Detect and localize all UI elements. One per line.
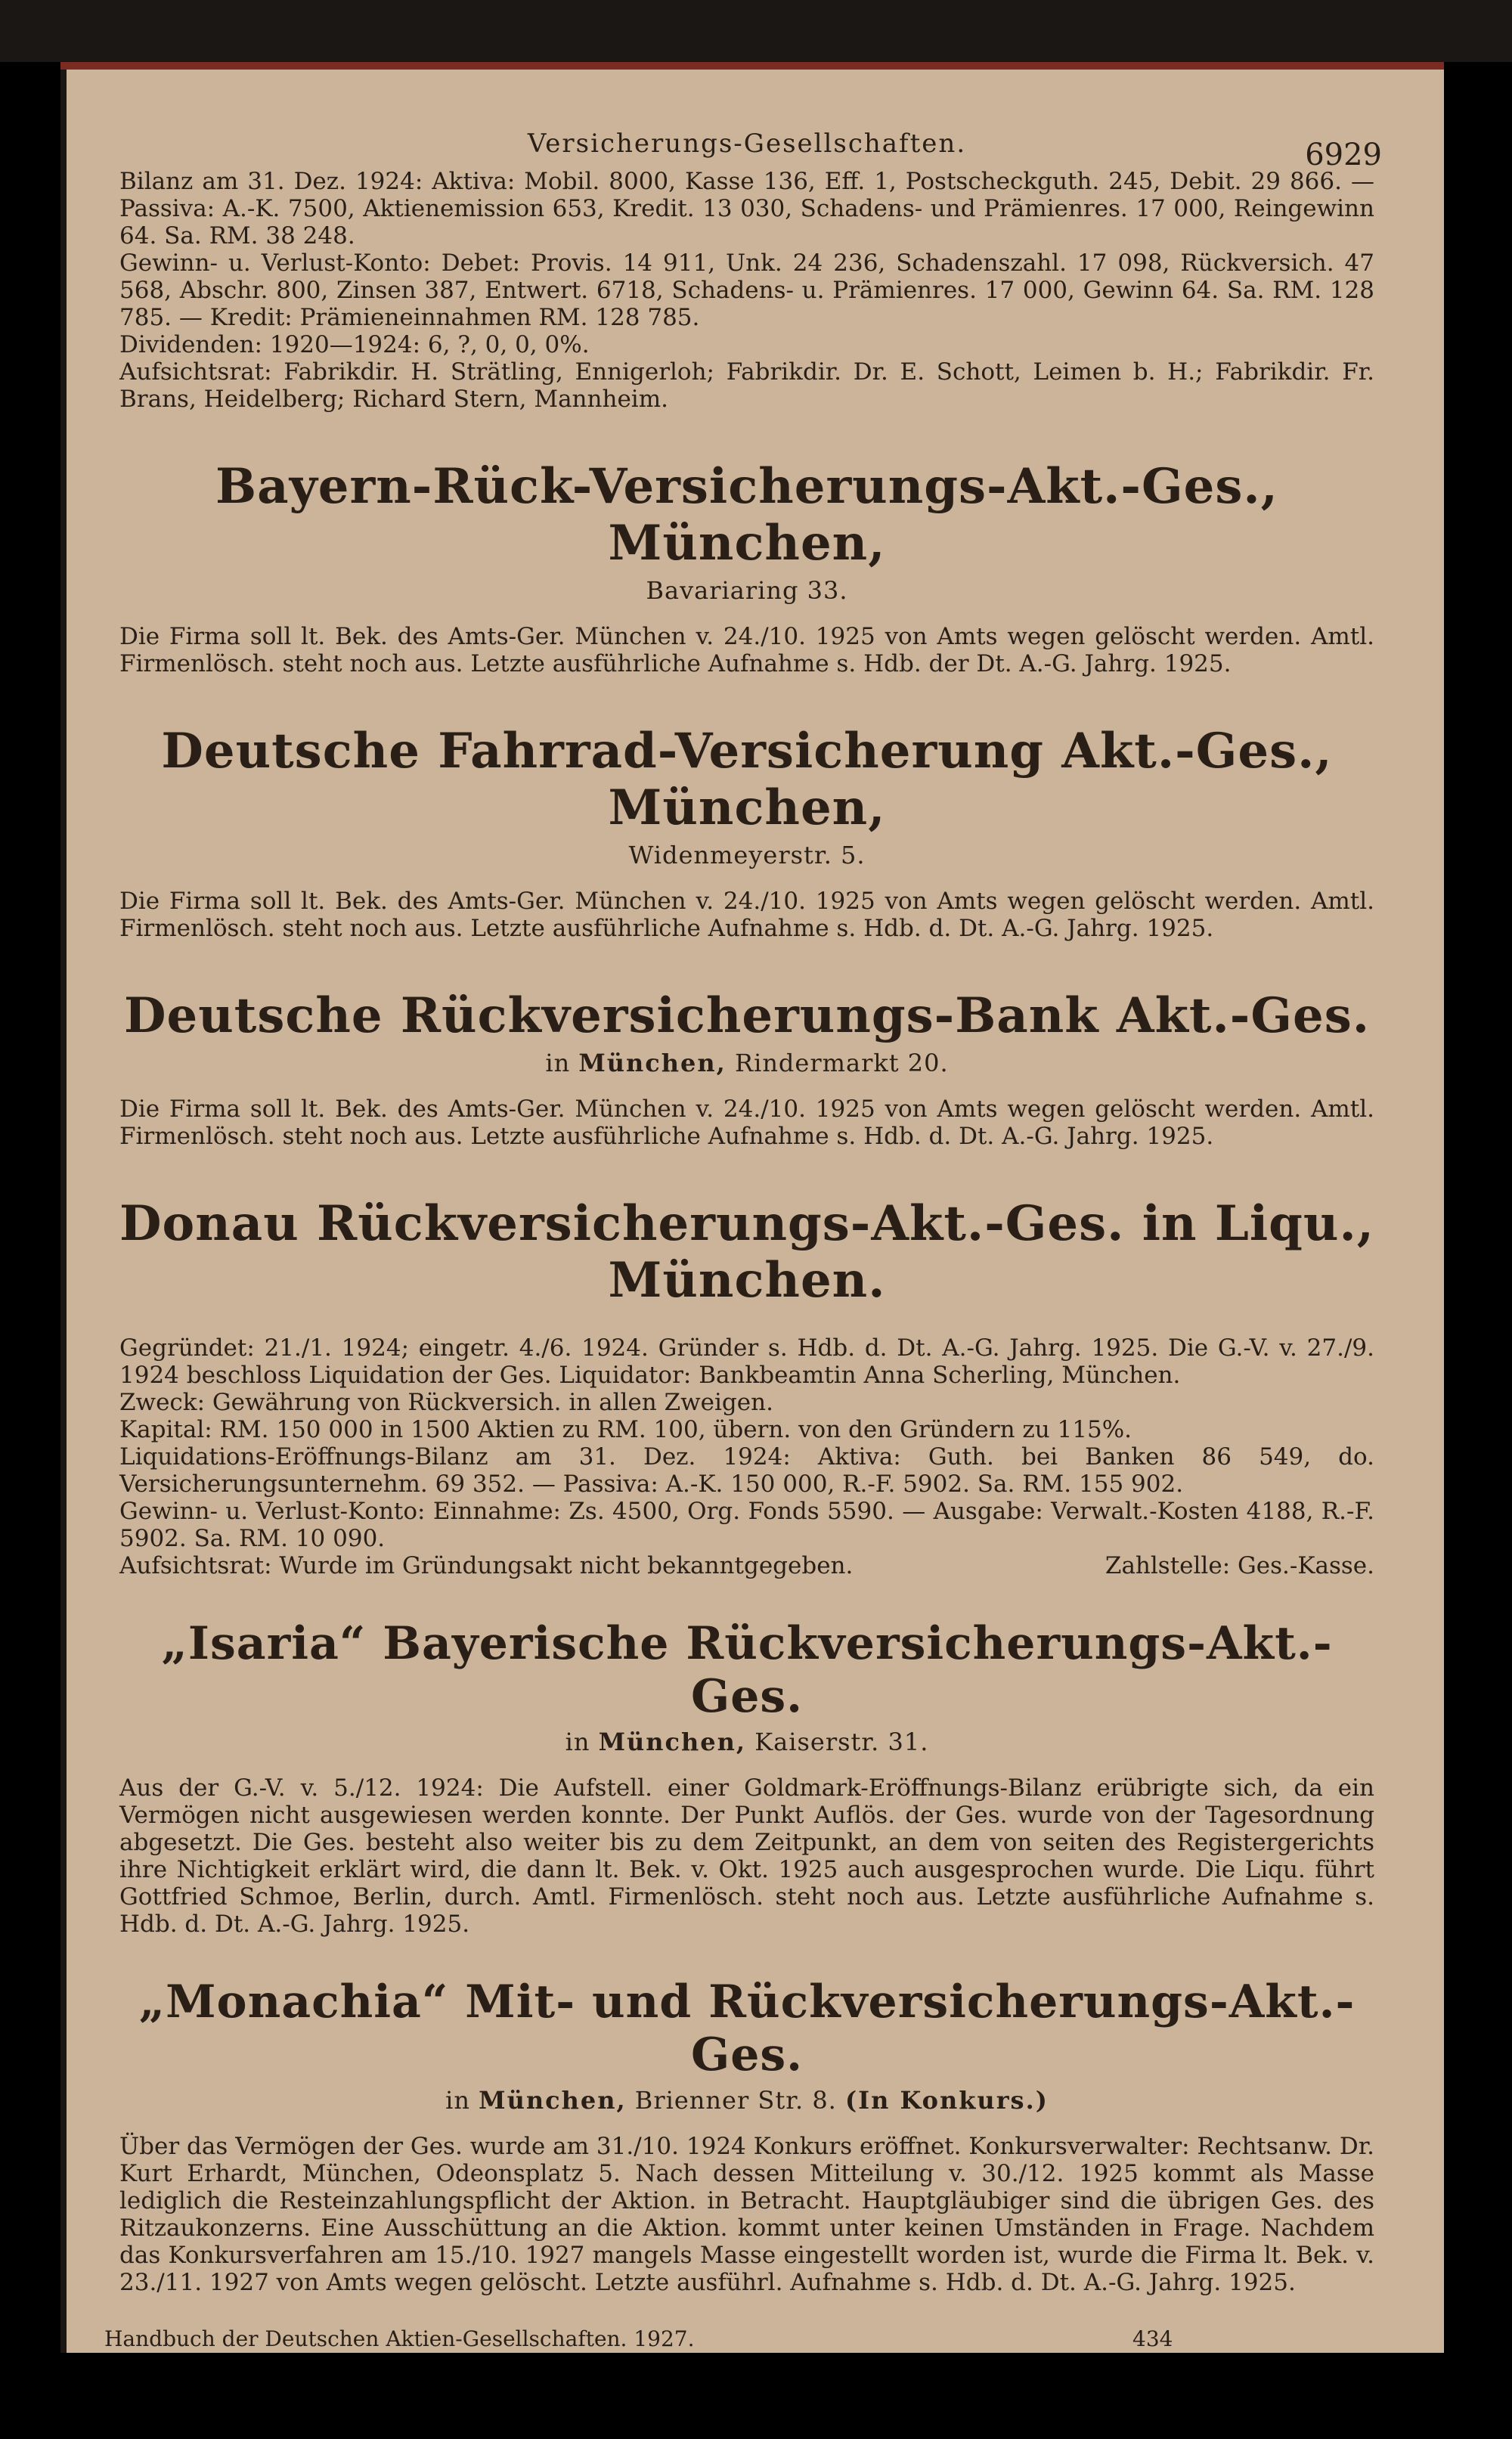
paragraph: Aus der G.-V. v. 5./12. 1924: Die Aufstell. einer Goldmark-Eröffnungs-Bilanz erübrigte sich, da ein Vermögen nicht ausgewiesen werden konnte. Der Punkt Auflös. der Ges. wurde von der Tagesordnung abgesetzt. Die Ges. besteht also weiter bis zu dem Zeitpunkt, an dem von seiten des Registergerichts ihre Nichtigkeit erklärt wird, die dann lt. Bek. v. Okt. 1925 auch ausgesprochen wurde. Die Liqu. führt Gottfried Schmoe, Berlin, durch. Amtl. Firmenlösch. steht noch aus. Letzte ausführliche Aufnahme s. Hdb. d. Dt. A.-G. Jahrg. 1925.: [119, 1774, 1374, 1938]
paragraph: Die Firma soll lt. Bek. des Amts-Ger. München v. 24./10. 1925 von Amts wegen gelöscht werden. Amtl. Firmenlösch. steht noch aus. Letzte ausführliche Aufnahme s. Hdb. d. Dt. A.-G. Jahrg. 1925.: [119, 1096, 1374, 1150]
entry-title-rueckbank: Deutsche Rückversicherungs-Bank Akt.-Ges.: [124, 987, 1370, 1044]
entry-text-donau: [119, 1334, 1374, 1579]
footer-source: Handbuch der Deutschen Aktien-Gesellschaften. 1927.: [104, 2326, 695, 2351]
entry-address-monachia: [119, 2086, 1374, 2115]
running-title: Versicherungs-Gesellschaften.: [527, 129, 967, 159]
bilanz-text: Bilanz am 31. Dez. 1924: Aktiva: Mobil. 8000, Kasse 136, Eff. 1, Postscheckguth. 245, Debit. 29 866. — Passiva: A.-K. 7500, Aktienemission 653, Kredit. 13 030, Schadens- und Prämienres. 17 000, Reingewinn 64. Sa. RM. 38 248.: [119, 168, 1374, 249]
entry-text-rueckbank: [119, 1096, 1374, 1150]
entry-title-isaria: „Isaria“ Bayerische Rückversicherungs-Akt.-Ges.: [161, 1617, 1333, 1723]
address-city: München,: [578, 1049, 727, 1077]
address-city: München,: [479, 2086, 627, 2115]
entry-title-donau: Donau Rückversicherungs-Akt.-Ges. in Liqu., München.: [119, 1195, 1374, 1309]
entry-title-fahrrad: Deutsche Fahrrad-Versicherung Akt.-Ges., München,: [161, 723, 1333, 836]
gegruendet-text: Gegründet: 21./1. 1924; eingetr. 4./6. 1924. Gründer s. Hdb. d. Dt. A.-G. Jahrg. 1925. Die G.-V. v. 27./9. 1924 beschloss Liquidation der Ges. Liquidator: Bankbeamtin Anna Scherling, München.: [119, 1334, 1374, 1389]
aufsichtsrat-text: Aufsichtsrat: Wurde im Gründungsakt nicht bekanntgegeben.: [119, 1552, 854, 1579]
dividenden-text: Dividenden: 1920—1924: 6, ?, 0, 0, 0%.: [119, 331, 590, 358]
entry-address-bayern: Bavariaring 33.: [646, 576, 848, 605]
entry-text-bayern: [119, 623, 1374, 677]
zahlstelle-text: Zahlstelle: Ges.-Kasse.: [1105, 1552, 1374, 1579]
gewinn-verlust-text: Gewinn- u. Verlust-Konto: Einnahme: Zs. 4500, Org. Fonds 5590. — Ausgabe: Verwalt.-Kosten 4188, R.-F. 5902. Sa. RM. 10 090.: [119, 1498, 1374, 1552]
address-street: Brienner Str. 8.: [634, 2086, 837, 2115]
paragraph: Die Firma soll lt. Bek. des Amts-Ger. München v. 24./10. 1925 von Amts wegen gelöscht werden. Amtl. Firmenlösch. steht noch aus. Letzte ausführliche Aufnahme s. Hdb. der Dt. A.-G. Jahrg. 1925.: [119, 623, 1374, 677]
page-content: [104, 70, 1382, 2357]
liquidation-bilanz-text: Liquidations-Eröffnungs-Bilanz am 31. Dez. 1924: Aktiva: Guth. bei Banken 86 549, do. Versicherungsunternehm. 69 352. — Passiva: A.-K. 150 000, R.-F. 5902. Sa. RM. 155 902.: [119, 1443, 1374, 1498]
entry-text-fahrrad: [119, 888, 1374, 942]
zweck-text: Zweck: Gewährung von Rückversich. in allen Zweigen.: [119, 1389, 773, 1416]
footer-sheet-number: 434: [1132, 2326, 1173, 2351]
entry-title-monachia: „Monachia“ Mit- und Rückversicherungs-Akt.-Ges.: [138, 1976, 1356, 2081]
previous-entry-continuation: [119, 168, 1374, 413]
entry-title-bayern: Bayern-Rück-Versicherungs-Akt.-Ges., München,: [215, 458, 1278, 572]
page-header: [119, 70, 1382, 172]
scan-border-top: [0, 0, 1512, 62]
gewinn-verlust-text: Gewinn- u. Verlust-Konto: Debet: Provis. 14 911, Unk. 24 236, Schadenszahl. 17 098, Rückversich. 47 568, Abschr. 800, Zinsen 387, Entwert. 6718, Schadens- u. Prämienres. 17 000, Gewinn 64. Sa. RM. 128 785. — Kredit: Prämieneinnahmen RM. 128 785.: [119, 249, 1374, 331]
book-page: [67, 70, 1444, 2353]
paragraph: Über das Vermögen der Ges. wurde am 31./10. 1924 Konkurs eröffnet. Konkursverwalter: Rechtsanw. Dr. Kurt Erhardt, München, Odeonsplatz 5. Nach dessen Mitteilung v. 30./12. 1925 kommt als Masse lediglich die Resteinzahlungspflicht der Aktion. in Betracht. Hauptgläubiger sind die übrigen Ges. des Ritzaukonzerns. Eine Ausschüttung an die Aktion. kommt unter keinen Umständen in Frage. Nachdem das Konkursverfahren am 15./10. 1927 mangels Masse eingestellt worden ist, wurde die Firma lt. Bek. v. 23./11. 1927 von Amts wegen gelöscht. Letzte ausführl. Aufnahme s. Hdb. d. Dt. A.-G. Jahrg. 1925.: [119, 2133, 1374, 2296]
book-binding-edge: [60, 62, 1444, 70]
address-street: Rindermarkt 20.: [734, 1049, 949, 1077]
entry-text-isaria: [119, 1774, 1374, 1938]
address-prefix: in: [545, 1049, 571, 1077]
paragraph: Die Firma soll lt. Bek. des Amts-Ger. München v. 24./10. 1925 von Amts wegen gelöscht werden. Amtl. Firmenlösch. steht noch aus. Letzte ausführliche Aufnahme s. Hdb. d. Dt. A.-G. Jahrg. 1925.: [119, 888, 1374, 942]
page-footer: [104, 2326, 1374, 2357]
entry-address-isaria: [119, 1728, 1374, 1756]
entry-text-monachia: [119, 2133, 1374, 2296]
entry-address-fahrrad: Widenmeyerstr. 5.: [628, 841, 866, 869]
page-number: 6929: [1305, 138, 1382, 172]
kapital-text: Kapital: RM. 150 000 in 1500 Aktien zu RM. 100, übern. von den Gründern zu 115%.: [119, 1416, 1132, 1443]
aufsichtsrat-zahlstelle: [119, 1552, 1374, 1579]
entry-address-rueckbank: [119, 1049, 1374, 1077]
address-street: Kaiserstr. 31.: [754, 1728, 929, 1756]
konkurs-status: (In Konkurs.): [845, 2086, 1049, 2115]
address-city: München,: [598, 1728, 747, 1756]
address-prefix: in: [445, 2086, 470, 2115]
aufsichtsrat-text: Aufsichtsrat: Fabrikdir. H. Strätling, Ennigerloh; Fabrikdir. Dr. E. Schott, Leimen b. H.; Fabrikdir. Fr. Brans, Heidelberg; Richard Stern, Mannheim.: [119, 358, 1374, 413]
address-prefix: in: [565, 1728, 590, 1756]
